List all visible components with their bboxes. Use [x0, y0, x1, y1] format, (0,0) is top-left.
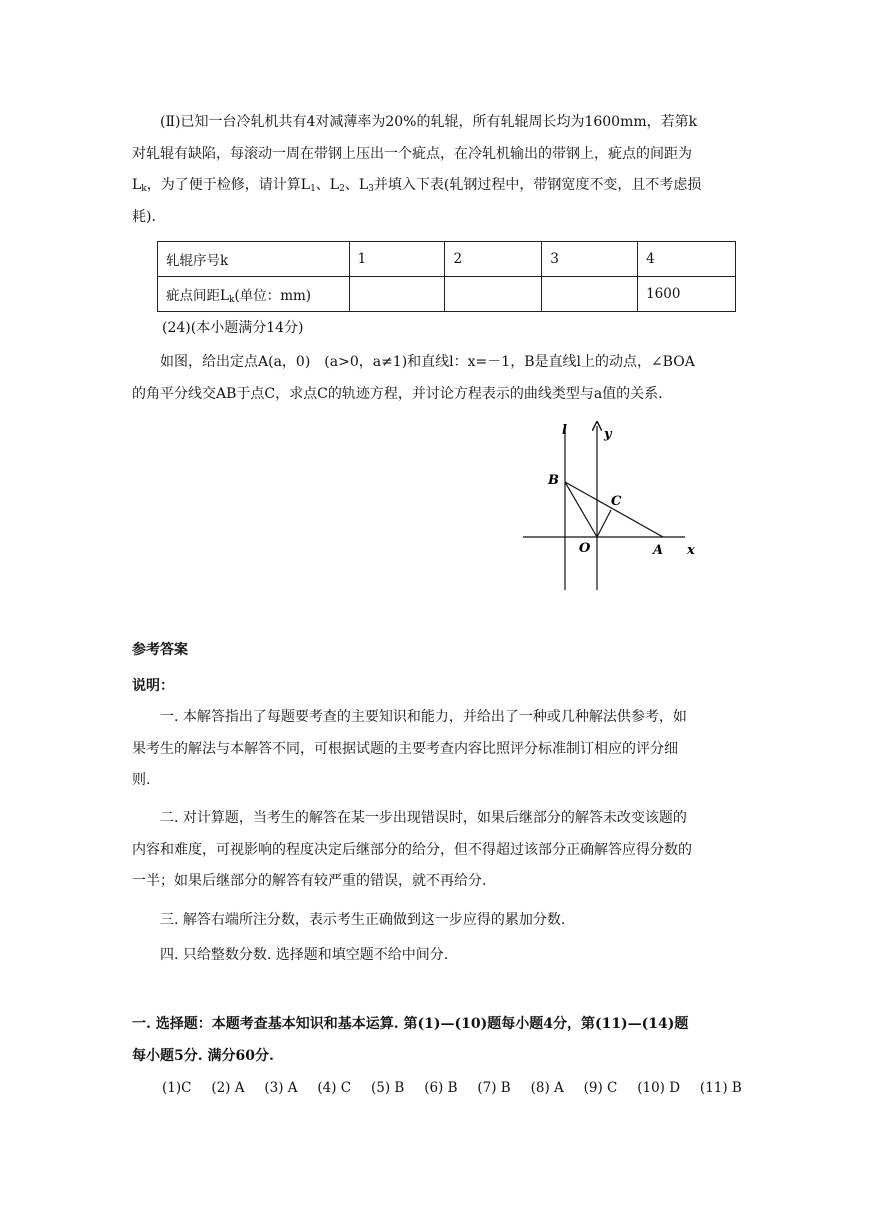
part2-line4: 耗). [132, 208, 156, 225]
answer-item: (10) D [637, 1080, 681, 1096]
answer-item: (9) C [583, 1080, 618, 1096]
answer-item: (6) B [424, 1080, 458, 1096]
label-y: y [604, 427, 612, 442]
label-l: l [562, 423, 567, 438]
label-c: C [611, 494, 622, 509]
note-3: 三. 解答右端所注分数，表示考生正确做到这一步应得的累加分数. [160, 912, 566, 928]
table-cell: 1600 [638, 277, 736, 312]
q24-title: (24)(本小题满分14分) [162, 320, 304, 336]
geometry-figure [515, 418, 715, 594]
answer-item: (5) B [370, 1080, 405, 1096]
label-x: x [687, 543, 695, 558]
note-2: 二. 对计算题，当考生的解答在某一步出现错误时，如果后继部分的解答未改变该题的 内容和难度，可视影响的程度决定后继部分的给分，但不得超过该部分正确解答应得分数的 一半；如果后继部分的解答有较严重的错误，就不再给分. [132, 810, 692, 889]
label-o: O [579, 541, 591, 556]
table-cell: 2 [445, 242, 542, 277]
table-cell: 4 [638, 242, 736, 277]
segment-bo [565, 482, 597, 537]
q24-paragraph [132, 347, 736, 410]
part2-line2: 对轧辊有缺陷，每滚动一周在带钢上压出一个疵点，在冷轧机输出的带钢上，疵点的间距为 [132, 145, 692, 162]
answer-title: 参考答案 [132, 642, 188, 658]
answer-item: (2) A [211, 1080, 245, 1096]
roller-table [157, 241, 736, 312]
choice-answers [162, 1080, 742, 1096]
section1-heading: 一. 选择题：本题考查基本知识和基本运算. 第(1)—(10)题每小题4分，第(11)—(14)题 每小题5分. 满分60分. [132, 1016, 689, 1064]
answer-item: (1)C [162, 1080, 192, 1096]
answer-item: (8) A [530, 1080, 564, 1096]
segment-ba [565, 482, 663, 537]
answer-item: (11) B [699, 1080, 742, 1096]
table-cell: 轧辊序号k [158, 242, 350, 277]
label-a: A [653, 543, 664, 558]
table-cell: 3 [542, 242, 638, 277]
table-cell-label: 疵点间距$L_k$(单位：mm) [158, 277, 350, 312]
part2-line3: $L_k$，为了便于检修，请计算$L_1$、$L_2$、$L_3$并填入下表(轧钢过程中，带钢宽度不变，且不考虑损 [132, 177, 702, 194]
table-cell: 1 [349, 242, 445, 277]
answer-item: (4) C [317, 1080, 352, 1096]
table-cell [542, 277, 638, 312]
q24-line1: 如图，给出定点A(a，0) (a>0，a≠1)和直线l：x=－1，B是直线l上的动点，∠BOA [160, 354, 695, 370]
note-1: 一. 本解答指出了每题要考查的主要知识和能力，并给出了一种或几种解法供参考，如 果考生的解法与本解答不同，可根据试题的主要考查内容比照评分标准制订相应的评分细 则. [132, 709, 687, 788]
table-cell [445, 277, 542, 312]
answer-item: (7) B [477, 1080, 511, 1096]
answer-item: (3) A [264, 1080, 298, 1096]
table-cell [349, 277, 445, 312]
label-b: B [548, 473, 559, 488]
segment-oc [597, 510, 611, 537]
note-4: 四. 只给整数分数. 选择题和填空题不给中间分. [160, 947, 449, 963]
table-row [158, 277, 736, 312]
part2-paragraph [132, 107, 736, 233]
part2-line1: (Ⅱ)已知一台冷轧机共有4对减薄率为20%的轧辊，所有轧辊周长均为1600mm，若第k [160, 114, 698, 130]
table-row [158, 242, 736, 277]
note-title: 说明： [132, 678, 174, 694]
q24-line2: 的角平分线交AB于点C，求点C的轨迹方程，并讨论方程表示的曲线类型与a值的关系. [132, 385, 663, 402]
